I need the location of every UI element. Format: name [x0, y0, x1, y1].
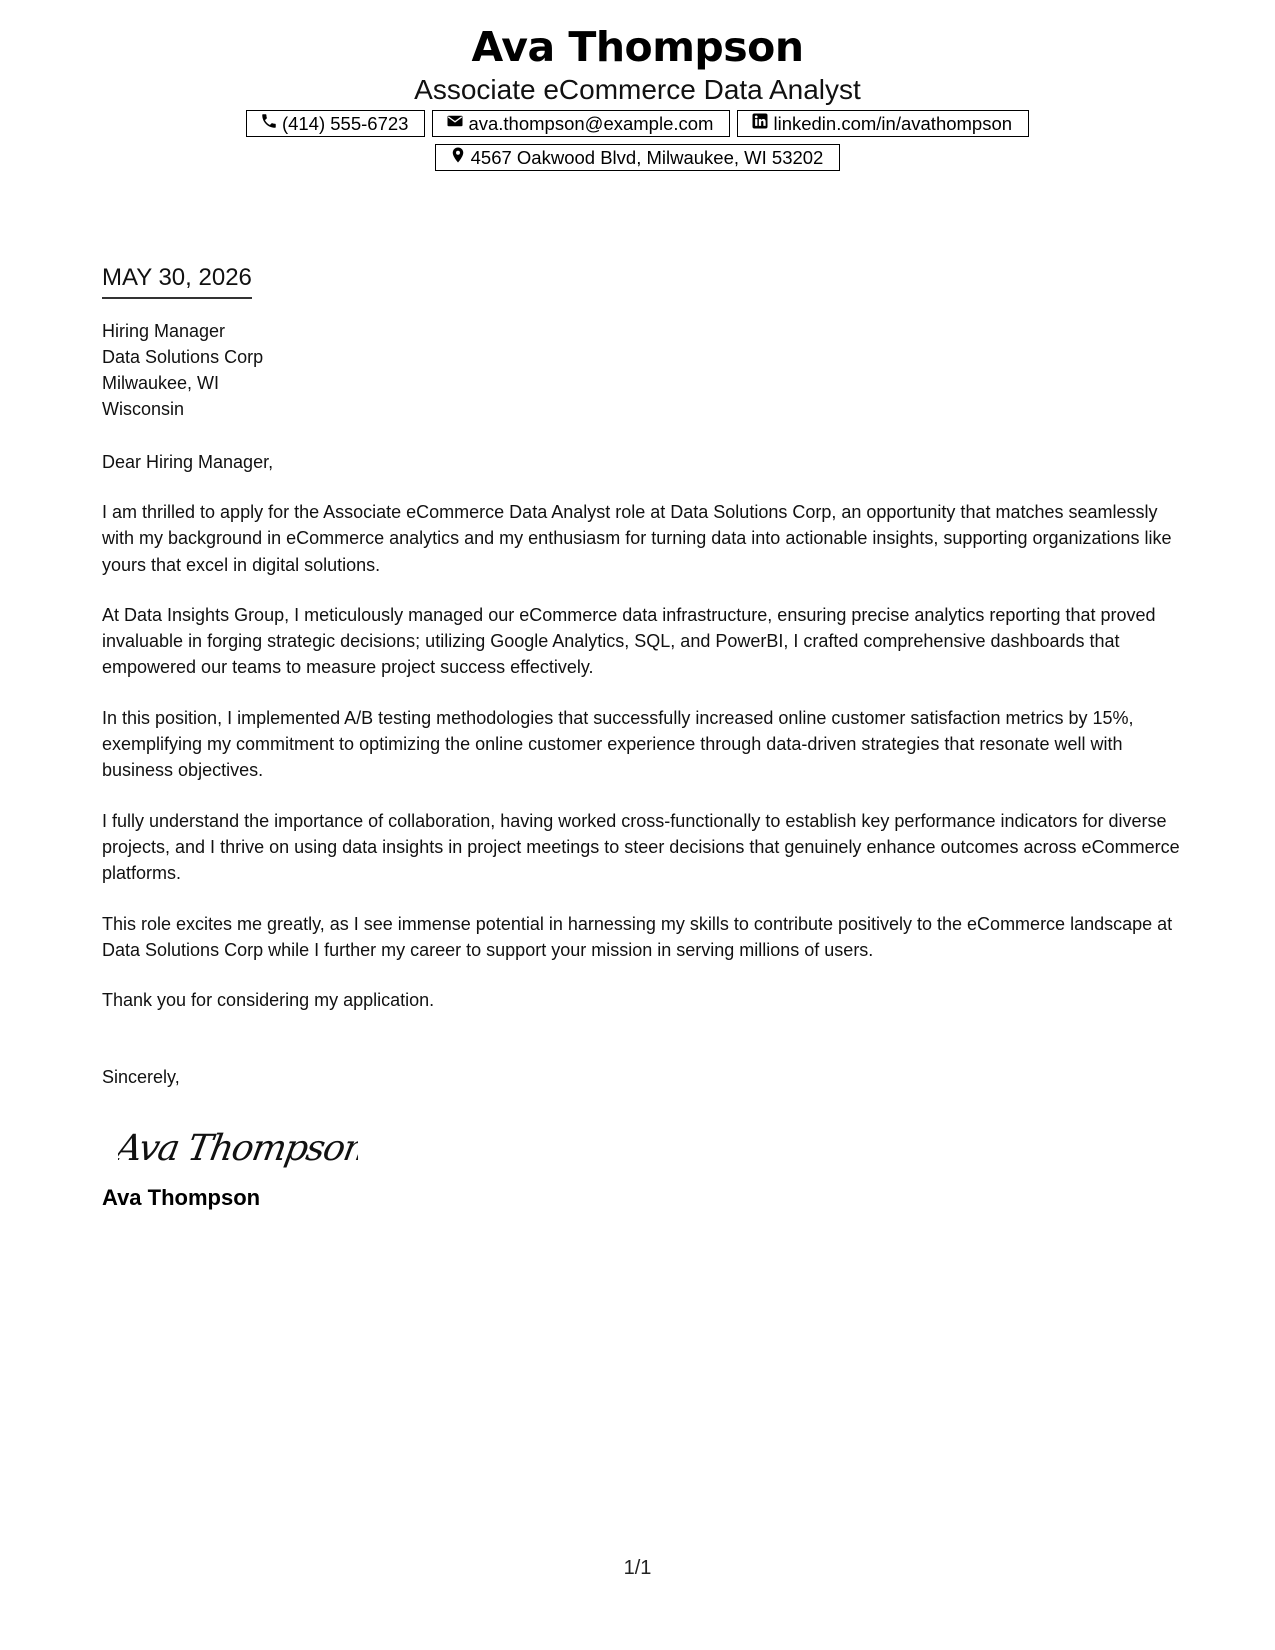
closing: Sincerely, [102, 1067, 180, 1088]
letterhead [0, 22, 1275, 171]
salutation: Dear Hiring Manager, [102, 452, 274, 472]
recipient-line: Hiring Manager [102, 321, 226, 341]
email-chip[interactable] [432, 110, 730, 137]
recipient-line: Data Solutions Corp [102, 347, 264, 367]
email-address[interactable]: ava.thompson@example.com [468, 112, 714, 134]
body-paragraph: This role excites me greatly, as I see immense potential in harnessing my skills to contribute positively to the eCommerce landscape at Data Solutions Corp while I further my career to support your mission in serving millions of users. [102, 913, 1173, 960]
linkedin-icon [751, 112, 769, 135]
svg-text:Ava Thompson: Ava Thompson [118, 1126, 358, 1170]
body-paragraph: At Data Insights Group, I meticulously managed our eCommerce data infrastructure, ensuring precise analytics reporting that proved invaluable in forging strategic decisions; utilizing Google Analytics, SQL, and PowerBI, I crafted comprehensive dashboards that empowered our teams to measure project success effectively. [102, 604, 1156, 678]
signer-name: Ava Thompson [102, 1185, 261, 1211]
map-pin-icon [449, 146, 467, 169]
phone-icon [260, 112, 278, 135]
recipient-line: Wisconsin [102, 399, 185, 419]
envelope-icon [446, 112, 464, 135]
address-chip [435, 144, 841, 171]
contact-row [0, 110, 1275, 137]
job-title: Associate eCommerce Data Analyst [414, 74, 861, 105]
letter-date: MAY 30, 2026 [102, 262, 252, 299]
recipient-block [102, 318, 1182, 422]
body-paragraph: In this position, I implemented A/B testing methodologies that successfully increased online customer satisfaction metrics by 15%, exemplifying my commitment to optimizing the online customer experience through data-driven strategies that resonate well with business objectives. [102, 707, 1134, 781]
phone-chip [246, 110, 426, 137]
letter-body [102, 262, 1182, 1212]
applicant-name: Ava Thompson [471, 23, 804, 71]
page-number: 1/1 [623, 1557, 652, 1579]
linkedin-chip[interactable] [737, 110, 1029, 137]
linkedin-url[interactable]: linkedin.com/in/avathompson [773, 112, 1013, 134]
address-row [0, 144, 1275, 171]
phone-number: (414) 555-6723 [281, 112, 409, 134]
recipient-line: Milwaukee, WI [102, 373, 220, 393]
handwritten-signature [118, 1116, 358, 1178]
street-address: 4567 Oakwood Blvd, Milwaukee, WI 53202 [470, 146, 824, 168]
body-paragraph: I am thrilled to apply for the Associate eCommerce Data Analyst role at Data Solutions Corp, an opportunity that matches seamlessly with my background in eCommerce analytics and my enthusiasm for turning data into actionable insights, supporting organizations like yours that excel in digital solutions. [102, 502, 1172, 575]
body-paragraph: Thank you for considering my application. [102, 990, 435, 1011]
body-paragraph: I fully understand the importance of collaboration, having worked cross-functionally to establish key performance indicators for diverse projects, and I thrive on using data insights in project meetings to steer decisions that genuinely enhance outcomes across eCommerce platforms. [102, 810, 1180, 884]
